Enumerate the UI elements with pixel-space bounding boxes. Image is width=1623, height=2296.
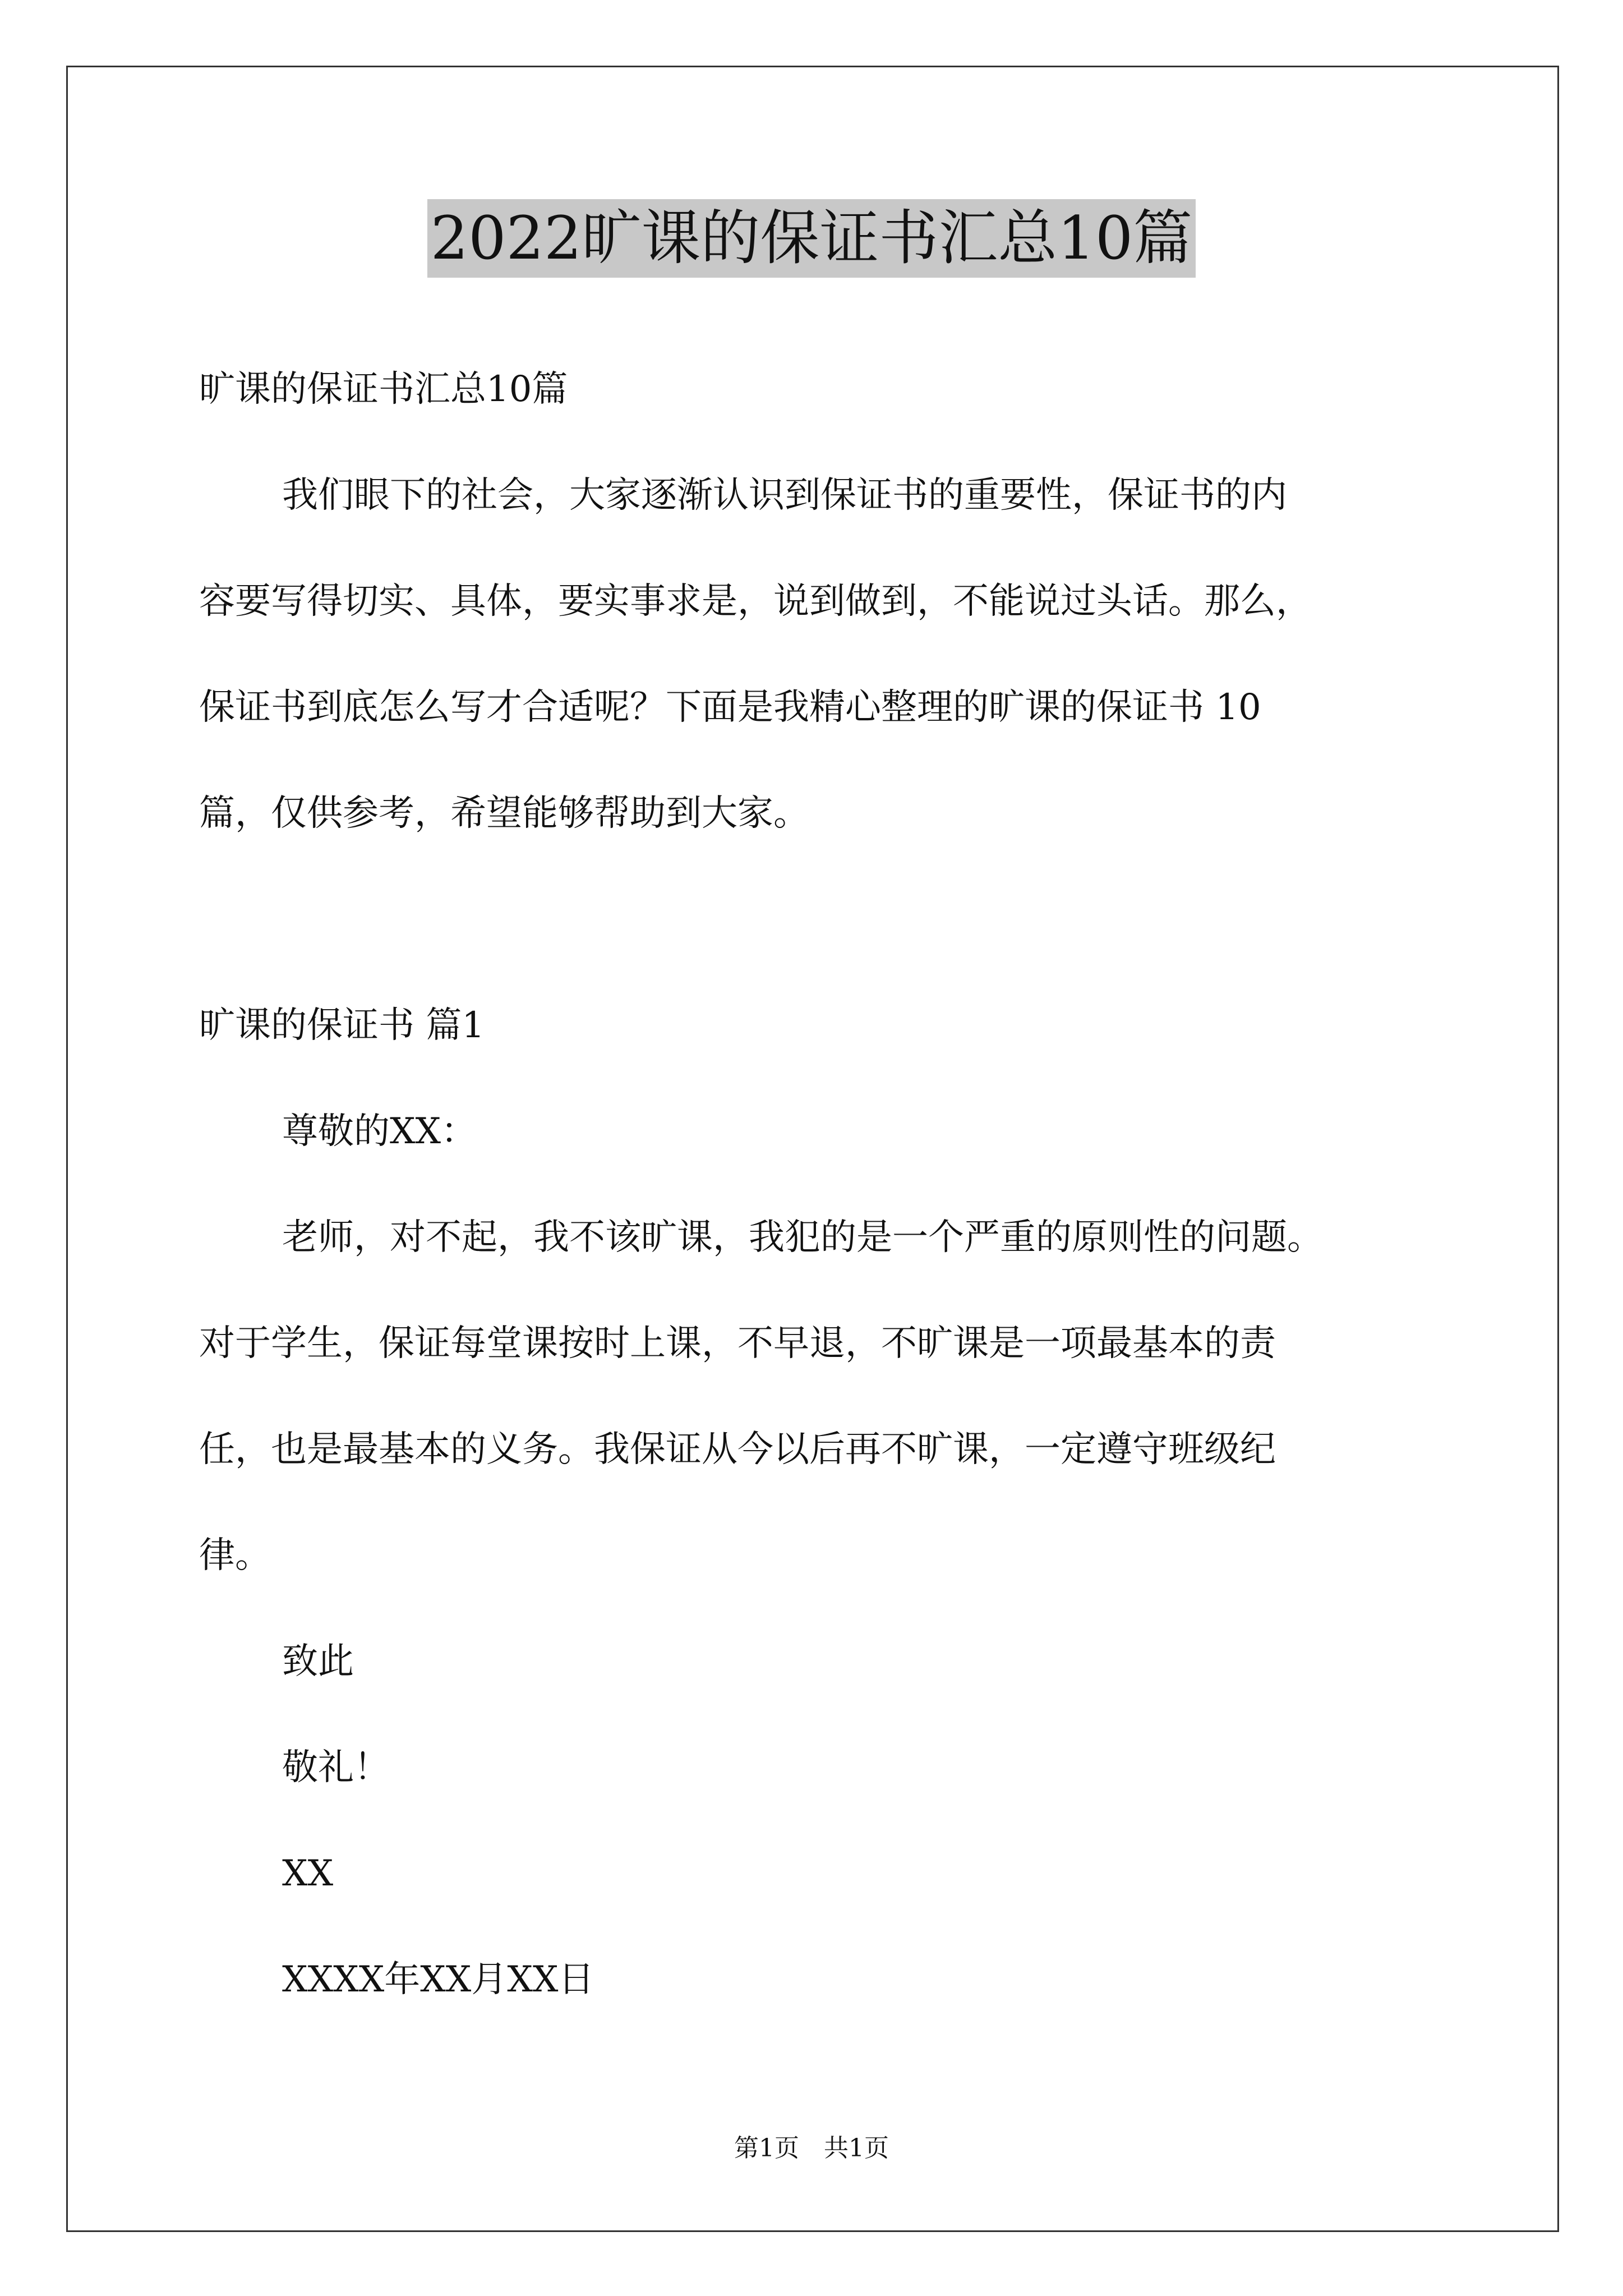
document-title: 2022旷课的保证书汇总10篇	[427, 199, 1196, 278]
body-line: 律。	[199, 1535, 271, 1576]
document-body	[199, 337, 1478, 2033]
body-line: 任，也是最基本的义务。我保证从今以后再不旷课，一定遵守班级纪	[199, 1429, 1276, 1470]
salutation: 尊敬的XX：	[282, 1111, 477, 1152]
section-heading: 旷课的保证书 篇1	[199, 1005, 485, 1046]
signature: XX	[282, 1853, 334, 1894]
body-line: 对于学生，保证每堂课按时上课，不早退，不旷课是一项最基本的责	[199, 1323, 1276, 1364]
document-subtitle: 旷课的保证书汇总10篇	[199, 369, 568, 410]
date: XXXX年XX月XX日	[282, 1959, 594, 2000]
intro-line: 篇，仅供参考，希望能够帮助到大家。	[199, 793, 809, 834]
intro-line: 容要写得切实、具体，要实事求是，说到做到，不能说过头话。那么，	[199, 581, 1312, 622]
title-container	[0, 199, 1623, 278]
body-line: 老师，对不起，我不该旷课，我犯的是一个严重的原则性的问题。	[282, 1217, 1323, 1258]
blank-line	[199, 867, 1478, 973]
page-footer: 第1页 共1页	[734, 2134, 889, 2162]
closing-jingli: 敬礼！	[282, 1747, 390, 1788]
intro-line: 保证书到底怎么写才合适呢？下面是我精心整理的旷课的保证书 10	[199, 687, 1261, 728]
intro-line: 我们眼下的社会，大家逐渐认识到保证书的重要性，保证书的内	[282, 475, 1287, 516]
closing-zhici: 致此	[282, 1641, 354, 1682]
